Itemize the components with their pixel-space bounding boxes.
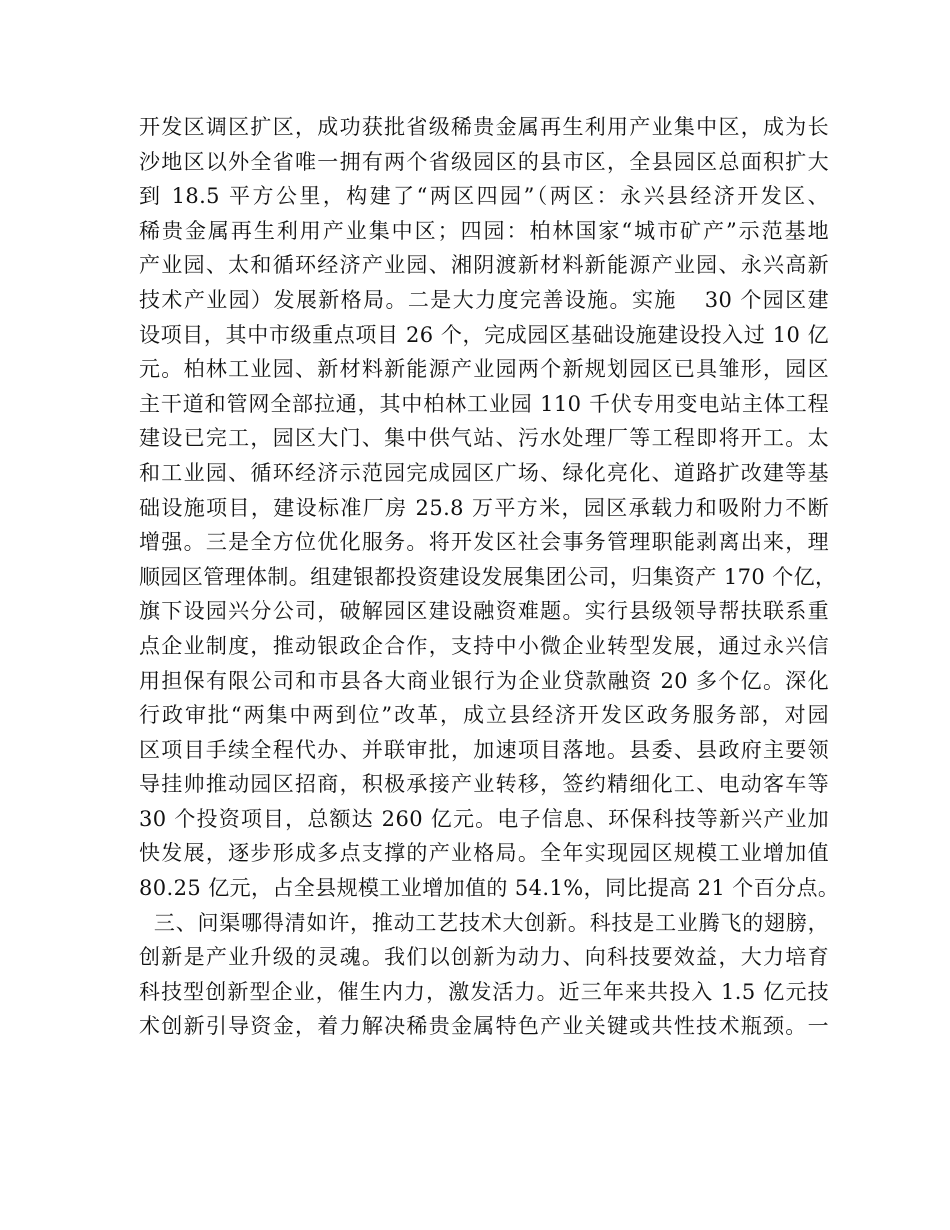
text-line: 和工业园、循环经济示范园完成园区广场、绿化亮化、道路扩改建等基 — [139, 460, 829, 485]
text-line: 开发区调区扩区，成功获批省级稀贵金属再生利用产业集中区，成为长 — [139, 115, 829, 139]
text-line: 建设已完工，园区大门、集中供气站、污水处理厂等工程即将开工。太 — [139, 426, 829, 451]
text-line: 到 18.5 平方公里，构建了“两区四园”（两区：永兴县经济开发区、 — [139, 184, 829, 209]
text-line: 三、问渠哪得清如许，推动工艺技术大创新。科技是工业腾飞的翅膀， — [139, 910, 829, 935]
text-line: 30 个投资项目，总额达 260 亿元。电子信息、环保科技等新兴产业加 — [139, 806, 829, 831]
text-line: 快发展，逐步形成多点支撑的产业格局。全年实现园区规模工业增加值 — [139, 841, 829, 866]
text-line: 产业园、太和循环经济产业园、湘阴渡新材料新能源产业园、永兴高新 — [139, 253, 829, 278]
text-line: 80.25 亿元，占全县规模工业增加值的 54.1%，同比提高 21 个百分点。 — [139, 876, 840, 901]
text-line: 点企业制度，推动银政企合作，支持中小微企业转型发展，通过永兴信 — [139, 633, 829, 658]
text-line: 旗下设园兴分公司，破解园区建设融资难题。实行县级领导帮扶联系重 — [139, 599, 829, 624]
text-line: 区项目手续全程代办、并联审批，加速项目落地。县委、县政府主要领 — [139, 737, 829, 762]
text-line: 增强。三是全方位优化服务。将开发区社会事务管理职能剥离出来，理 — [139, 530, 829, 555]
text-line: 础设施项目，建设标准厂房 25.8 万平方米，园区承载力和吸附力不断 — [139, 495, 829, 520]
text-line: 设项目，其中市级重点项目 26 个，完成园区基础设施建设投入过 10 亿 — [139, 322, 829, 347]
text-line: 术创新引导资金，着力解决稀贵金属特色产业关键或共性技术瓶颈。一 — [139, 1014, 829, 1039]
text-line: 元。柏林工业园、新材料新能源产业园两个新规划园区已具雏形，园区 — [139, 357, 829, 382]
text-line: 顺园区管理体制。组建银都投资建设发展集团公司，归集资产 170 个亿， — [139, 564, 837, 589]
text-line-part: 技术产业园）发展新格局。二是大力度完善设施。实施 — [139, 287, 677, 312]
text-line: 主干道和管网全部拉通，其中柏林工业园 110 千伏专用变电站主体工程 — [139, 391, 829, 416]
text-line: 创新是产业升级的灵魂。我们以创新为动力、向科技要效益，大力培育 — [139, 945, 829, 970]
text-line: 科技型创新型企业，催生内力，激发活力。近三年来共投入 1.5 亿元技 — [139, 979, 829, 1004]
text-line: 行政审批“两集中两到位”改革，成立县经济开发区政务服务部，对园 — [139, 703, 829, 728]
text-line-part: 30 个园区建 — [704, 287, 829, 312]
text-line: 用担保有限公司和市县各大商业银行为企业贷款融资 20 多个亿。深化 — [139, 668, 829, 693]
text-line — [139, 283, 829, 318]
text-line: 稀贵金属再生利用产业集中区；四园：柏林国家“城市矿产”示范基地 — [139, 218, 829, 243]
body-text — [139, 110, 840, 1044]
text-line: 沙地区以外全省唯一拥有两个省级园区的县市区，全县园区总面积扩大 — [139, 149, 829, 174]
text-line: 导挂帅推动园区招商，积极承接产业转移，签约精细化工、电动客车等 — [139, 772, 829, 797]
